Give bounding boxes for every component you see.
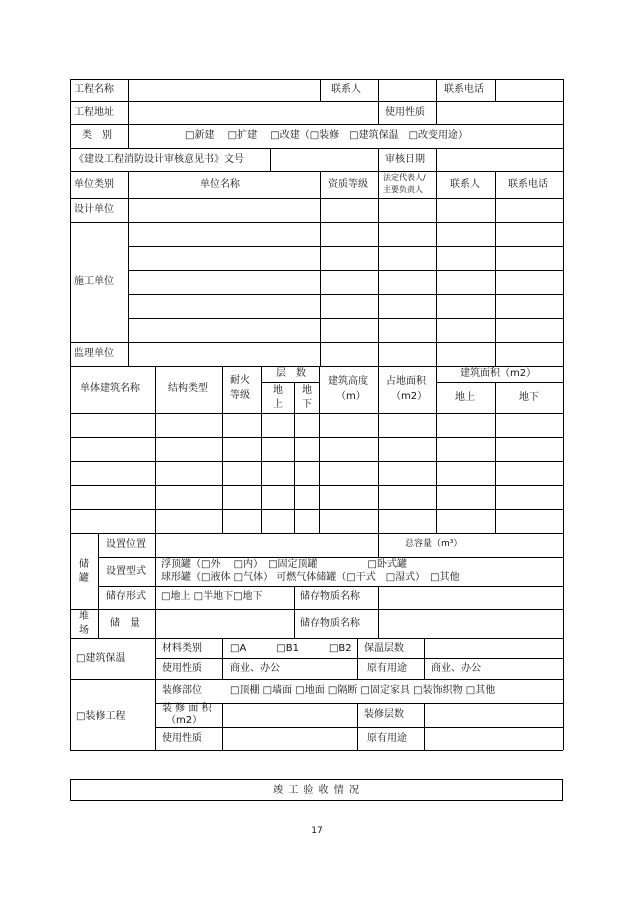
usage-label: 使用性质 xyxy=(385,107,425,118)
unit-type-header: 单位类别 xyxy=(74,179,114,190)
decoration-part-label: 装修部位 xyxy=(162,685,202,696)
decoration-orig-usage-label: 原有用途 xyxy=(367,733,407,744)
tank-label-2: 罐 xyxy=(79,573,89,584)
floors-above-2: 上 xyxy=(273,399,283,410)
area-above-header: 地上 xyxy=(455,392,475,403)
floors-above-1: 地 xyxy=(273,385,283,396)
yard-label-2: 场 xyxy=(79,625,89,636)
decoration-layers-label: 装修层数 xyxy=(364,709,404,720)
decoration-part-options: □顶棚 □墙面 □地面 □隔断 □固定家具 □装饰织物 □其他 xyxy=(230,685,496,696)
storage-form-options: □地上 □半地下□地下 xyxy=(161,591,263,602)
type-options-line1: 浮顶罐（□外 □内） □固定顶罐 □卧式罐 xyxy=(161,559,407,570)
unit-contact-header: 联系人 xyxy=(450,179,480,190)
fire-rating-header-1: 耐火 xyxy=(230,375,250,386)
category-options: □新建 □扩建 □改建（□装修 □建筑保温 □改变用途） xyxy=(185,130,469,141)
decoration-usage-label: 使用性质 xyxy=(162,733,202,744)
construction-unit-label: 施工单位 xyxy=(74,276,114,287)
unit-name-header: 单位名称 xyxy=(200,179,240,190)
location-label: 设置位置 xyxy=(106,539,146,550)
insulation-usage-value: 商业、办公 xyxy=(230,663,280,674)
insulation-orig-usage-value: 商业、办公 xyxy=(431,663,481,674)
structure-type-header: 结构类型 xyxy=(168,383,208,394)
substance-name-label: 储存物质名称 xyxy=(300,591,360,602)
decoration-area-label-2: （m2） xyxy=(166,715,203,726)
height-header-1: 建筑高度 xyxy=(328,376,368,387)
height-header-2: （m） xyxy=(336,391,366,402)
project-name-label: 工程名称 xyxy=(74,84,114,95)
yard-label-1: 堆 xyxy=(79,611,89,622)
review-date-label: 审核日期 xyxy=(385,154,425,165)
amount-label: 储 量 xyxy=(110,618,140,629)
acceptance-title-box xyxy=(70,779,563,801)
insulation-orig-usage-label: 原有用途 xyxy=(367,663,407,674)
area-below-header: 地下 xyxy=(519,392,539,403)
type-options-line2: 球形罐（□液体 □气体） 可燃气体储罐（□干式 □湿式） □其他 xyxy=(161,572,460,583)
page-number: 17 xyxy=(311,826,323,836)
opinion-doc-label: 《建设工程消防设计审核意见书》文号 xyxy=(74,154,244,165)
contact-label: 联系人 xyxy=(331,84,361,95)
floors-header: 层 数 xyxy=(276,368,306,379)
acceptance-title: 竣 工 验 收 情 况 xyxy=(273,785,360,796)
footprint-header-2: （m2） xyxy=(391,391,428,402)
footprint-header-1: 占地面积 xyxy=(386,376,426,387)
floors-below-2: 下 xyxy=(302,399,312,410)
tank-label-1: 储 xyxy=(79,559,89,570)
legal-rep-header-1: 法定代表人/ xyxy=(383,173,426,182)
capacity-label: 总容量（m³） xyxy=(405,539,463,549)
unit-phone-header: 联系电话 xyxy=(508,179,548,190)
legal-rep-header-2: 主要负责人 xyxy=(383,185,423,194)
project-address-label: 工程地址 xyxy=(74,107,114,118)
floors-below-1: 地 xyxy=(302,385,312,396)
decoration-area-label-1: 装 修 面 积 xyxy=(162,703,212,714)
phone-label: 联系电话 xyxy=(444,84,484,95)
storage-form-label: 储存形式 xyxy=(106,591,146,602)
supervision-unit-label: 监理单位 xyxy=(74,348,114,359)
material-options: □A □B1 □B2 xyxy=(230,643,352,654)
fire-rating-header-2: 等级 xyxy=(230,390,250,401)
type-label: 设置型式 xyxy=(106,566,146,577)
substance-name-label-2: 储存物质名称 xyxy=(300,618,360,629)
insulation-layers-label: 保温层数 xyxy=(364,643,404,654)
insulation-label: □建筑保温 xyxy=(76,653,126,664)
area-header: 建筑面积（m2） xyxy=(460,368,537,379)
decoration-label: □装修工程 xyxy=(76,711,126,722)
building-name-header: 单体建筑名称 xyxy=(80,383,140,394)
qualification-header: 资质等级 xyxy=(328,179,368,190)
design-unit-label: 设计单位 xyxy=(74,204,114,215)
category-label: 类 别 xyxy=(82,130,112,141)
insulation-usage-label: 使用性质 xyxy=(162,663,202,674)
material-label: 材料类别 xyxy=(162,643,202,654)
